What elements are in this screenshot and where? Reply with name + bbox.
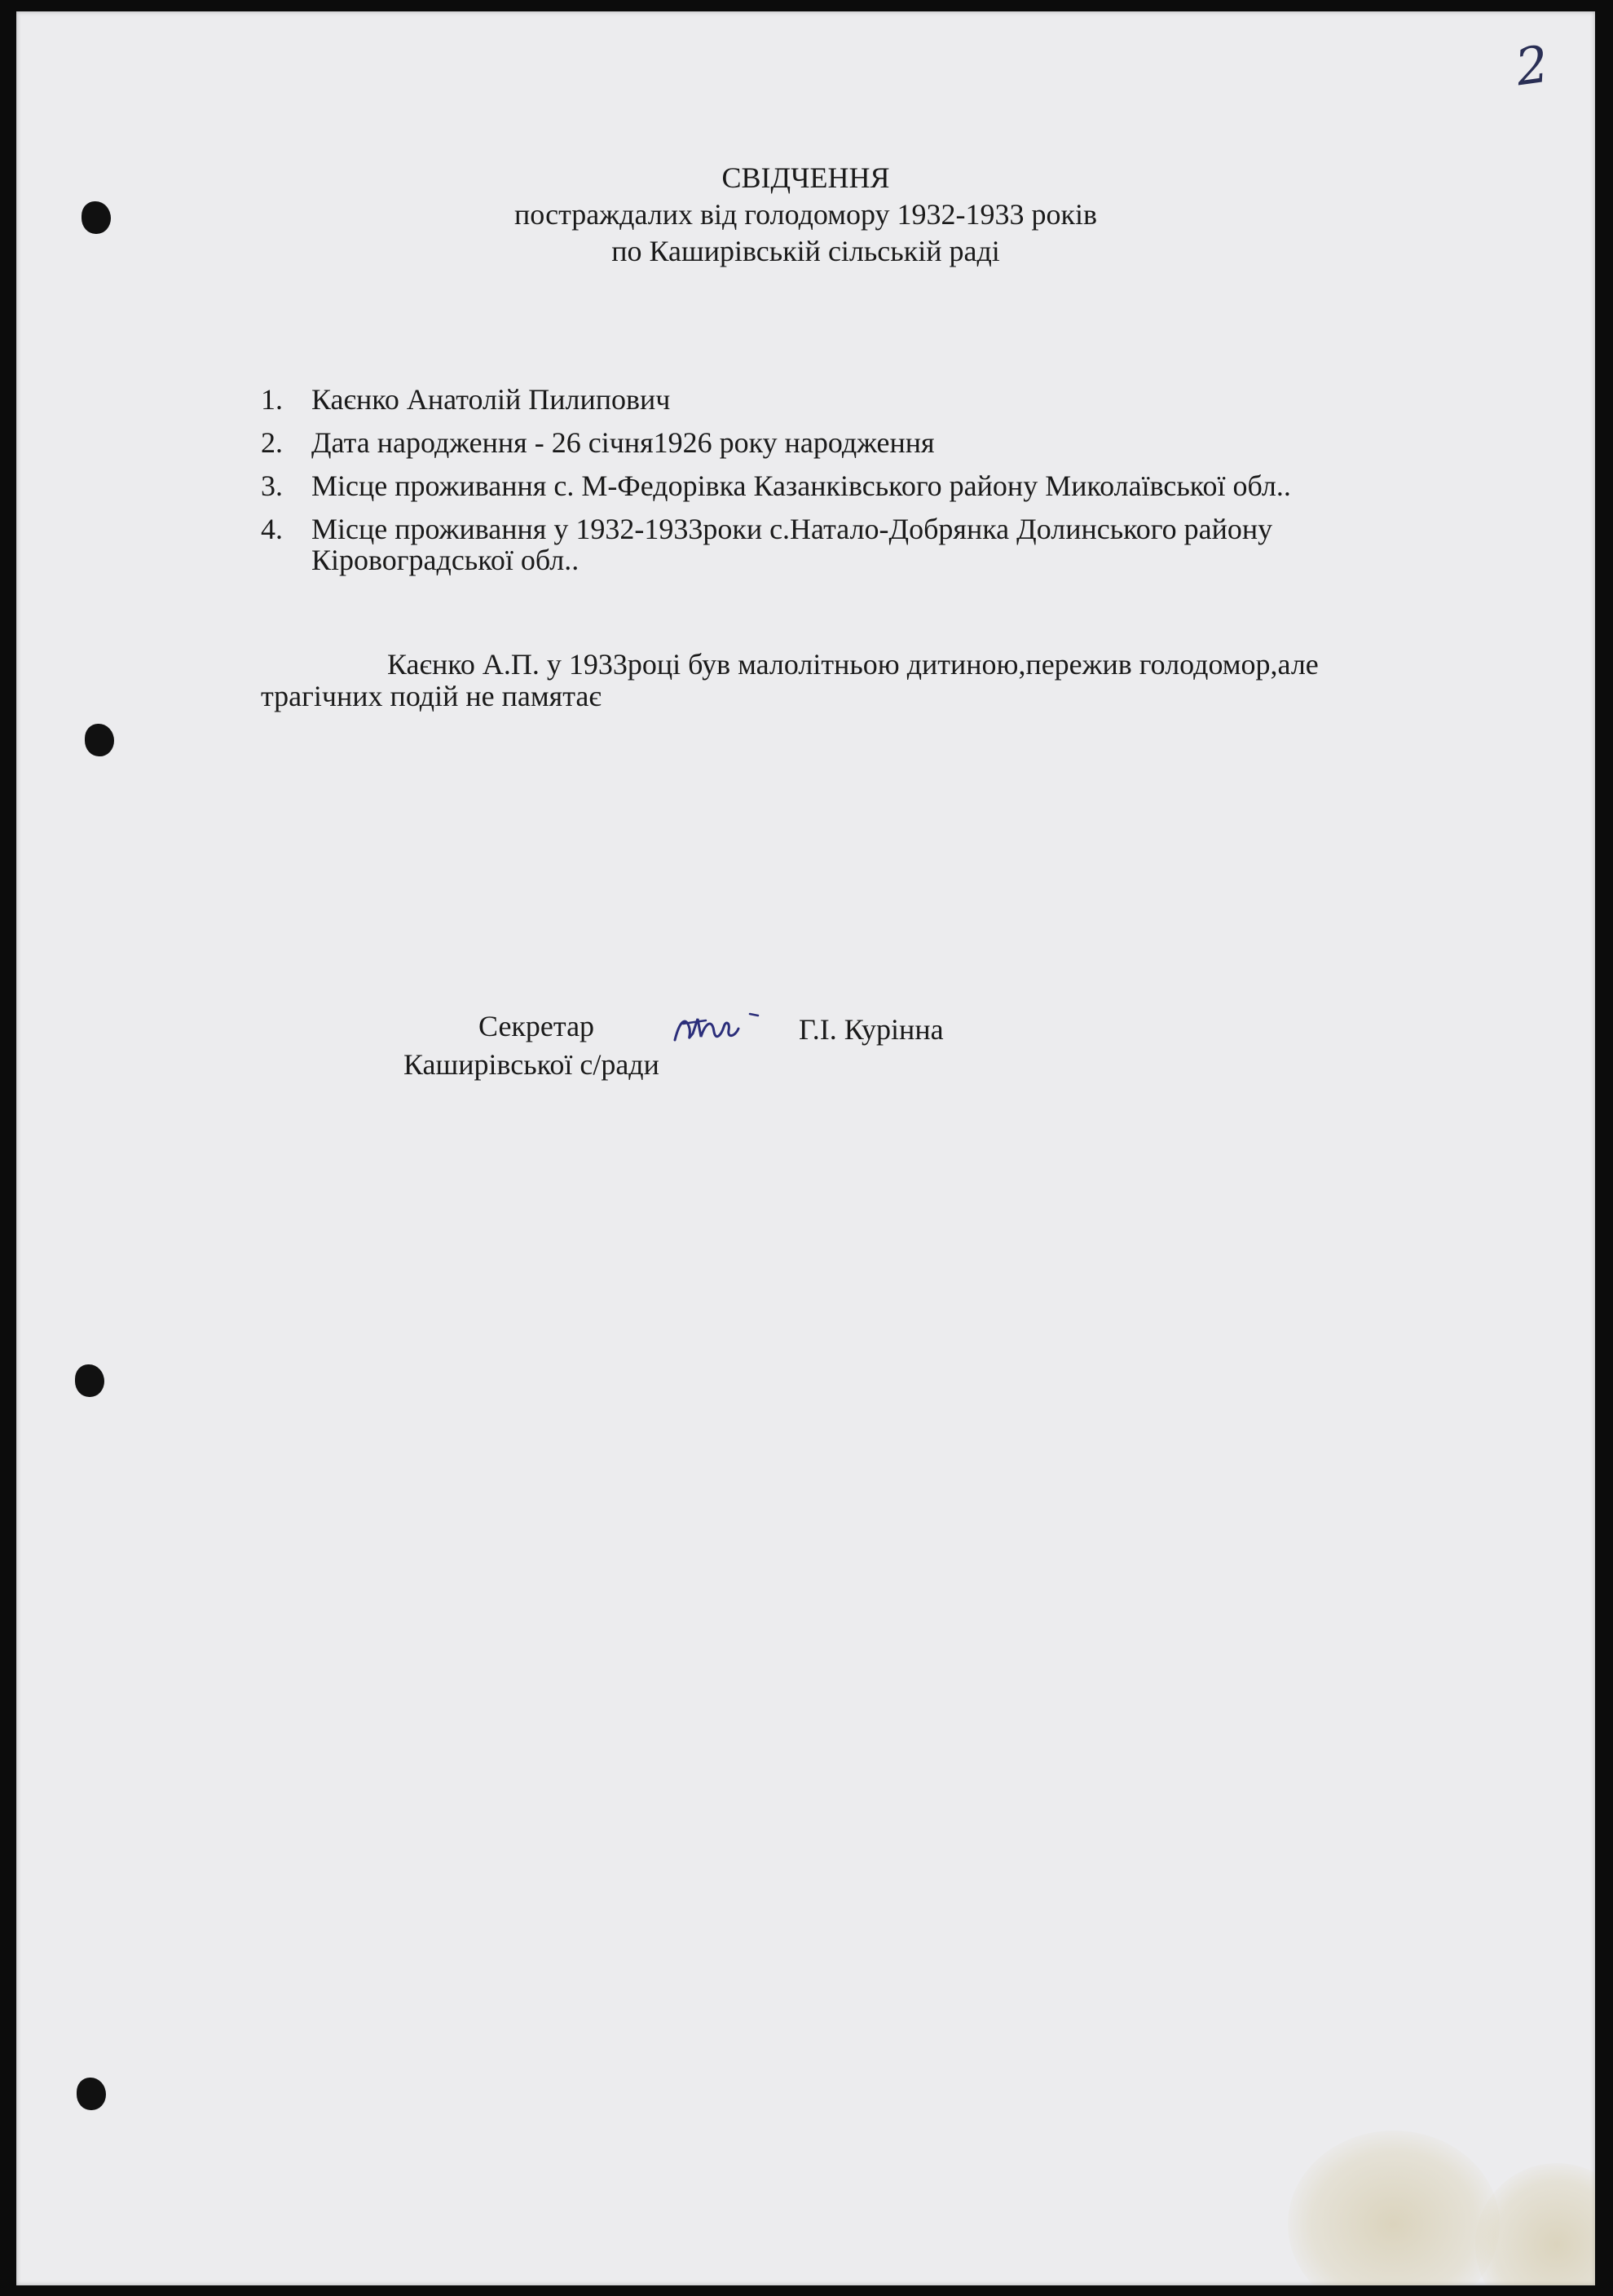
item-text: Місце проживання у 1932-1933роки с.Натало-Добрянка Долинського району [311, 513, 1273, 545]
item-text: Каєнко Анатолій Пилипович [311, 383, 671, 416]
signatory-position: Секретар [478, 1010, 595, 1042]
item-number: 3. [261, 469, 283, 502]
paragraph-line: Каєнко А.П. у 1933році був малолітньою дитиною,пережив голодомор,але [387, 648, 1319, 681]
document-page [16, 11, 1595, 2285]
item-text: Кіровоградської обл.. [311, 544, 580, 576]
item-number: 2. [261, 426, 283, 459]
document-subtitle: постраждалих від голодомору 1932-1933 років [513, 198, 1098, 231]
punch-hole [77, 2078, 106, 2110]
water-stain [1288, 2131, 1500, 2285]
item-text: Дата народження - 26 січня1926 року народження [311, 426, 935, 459]
signatory-name: Г.І. Курінна [799, 1013, 944, 1046]
water-stain [1475, 2163, 1595, 2285]
signatory-position: Каширівської с/ради [403, 1048, 659, 1081]
punch-hole [75, 1364, 104, 1397]
paragraph-line: трагічних подій не памятає [261, 680, 602, 712]
item-number: 1. [261, 383, 283, 416]
item-text: Місце проживання с. М-Федорівка Казанківського району Миколаївської обл.. [311, 469, 1291, 502]
document-subtitle: по Каширівській сільській раді [611, 235, 1000, 267]
item-number: 4. [261, 513, 283, 545]
handwritten-signature [668, 1004, 766, 1053]
document-title: СВІДЧЕННЯ [721, 161, 890, 194]
page-number: 2 [1512, 33, 1553, 98]
punch-hole [85, 724, 114, 756]
